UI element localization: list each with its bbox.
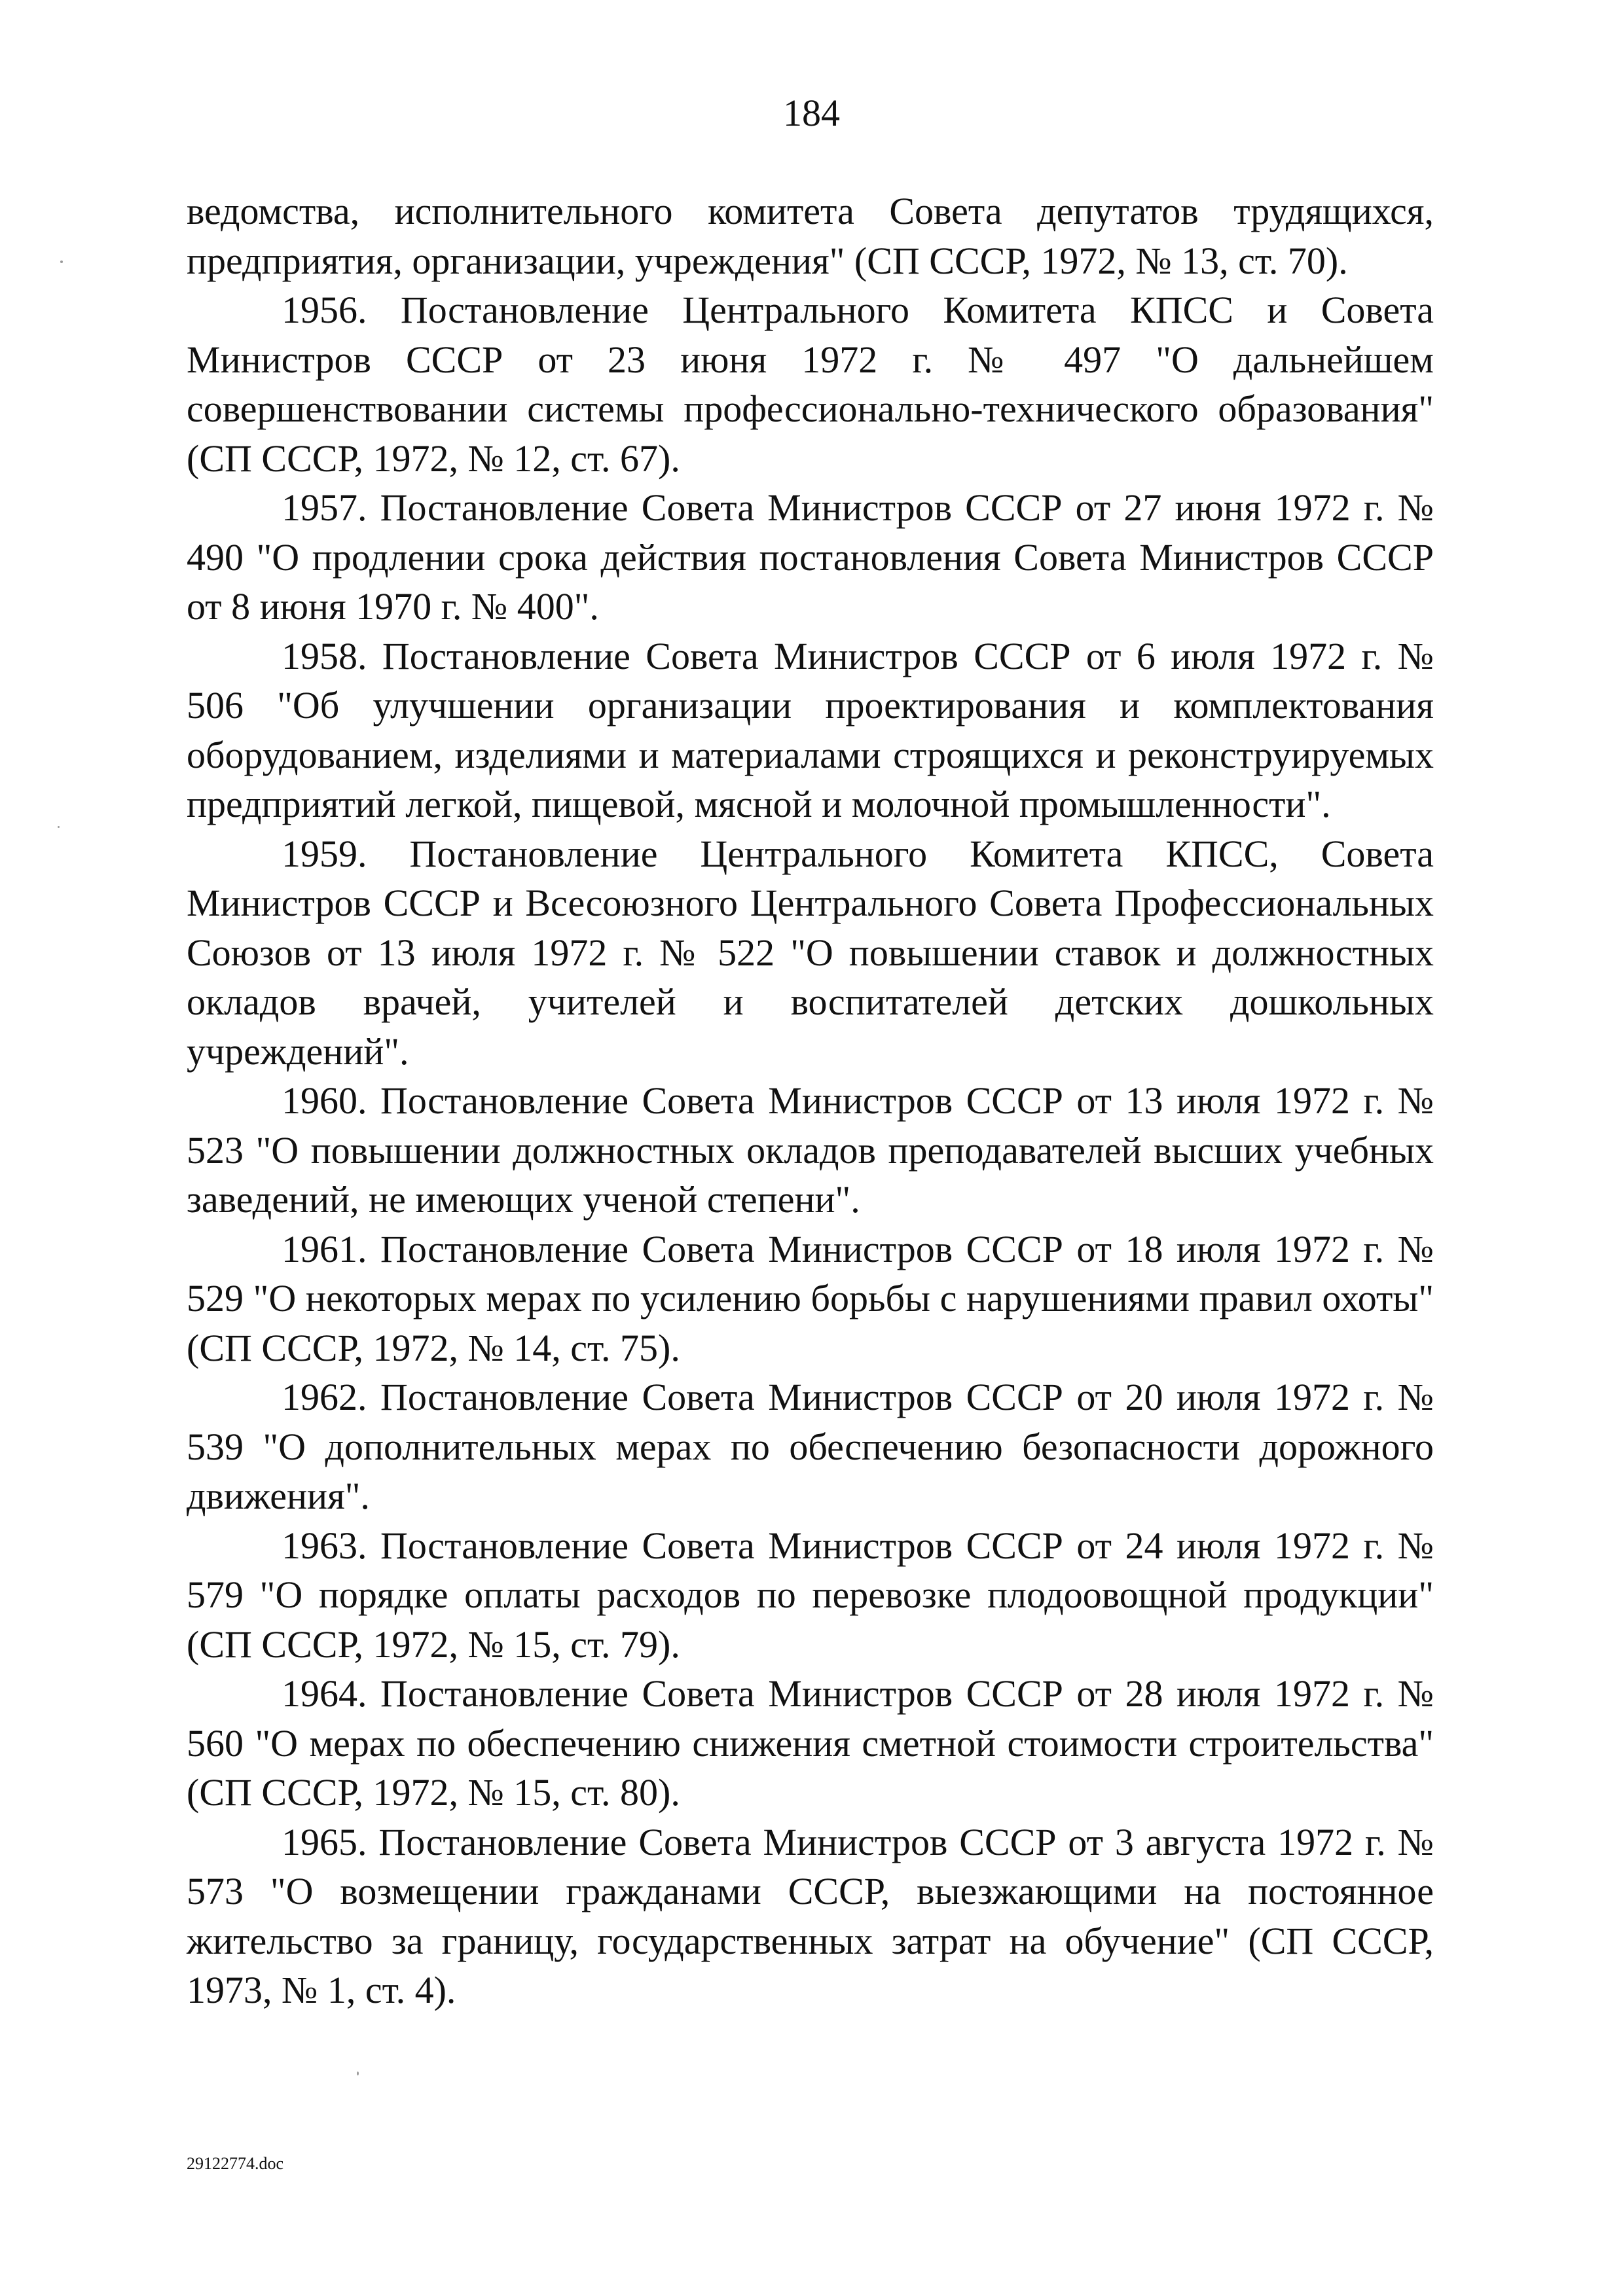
- scan-speck: [58, 826, 60, 828]
- document-body: [187, 187, 1434, 2015]
- scan-speck: [60, 260, 63, 263]
- paragraph-item-1965: 1965. Постановление Совета Министров СССР от 3 августа 1972 г. № 573 "О возмещении гражданами СССР, выезжающими на постоянное жительство за границу, государственных затрат на обучение" (СП СССР, 1973, № 1, ст. 4).: [187, 1820, 1434, 2011]
- paragraph-item-1956: 1956. Постановление Центрального Комитета КПСС и Совета Министров СССР от 23 июня 1972 г. № 497 "О дальнейшем совершенствовании системы профессионально-технического образования" (СП СССР, 1972, № 12, ст. 67).: [187, 289, 1434, 480]
- paragraph-item-1957: 1957. Постановление Совета Министров СССР от 27 июня 1972 г. № 490 "О продлении срока действия постановления Совета Министров СССР от 8 июня 1970 г. № 400".: [187, 486, 1434, 628]
- paragraph-item-1959: 1959. Постановление Центрального Комитета КПСС, Совета Министров СССР и Всесоюзного Центрального Совета Профессиональных Союзов от 13 июля 1972 г. № 522 "О повышении ставок и должностных окладов врачей, учителей и воспитателей детских дошкольных учреждений".: [187, 832, 1434, 1073]
- paragraph-item-1964: 1964. Постановление Совета Министров СССР от 28 июля 1972 г. № 560 "О мерах по обеспечению снижения сметной стоимости строительства" (СП СССР, 1972, № 15, ст. 80).: [187, 1672, 1434, 1814]
- paragraph-item-1962: 1962. Постановление Совета Министров СССР от 20 июля 1972 г. № 539 "О дополнительных мерах по обеспечению безопасности дорожного движения".: [187, 1376, 1434, 1517]
- page-number: 184: [783, 92, 840, 134]
- paragraph-item-1958: 1958. Постановление Совета Министров СССР от 6 июля 1972 г. № 506 "Об улучшении организации проектирования и комплектования оборудованием, изделиями и материалами строящихся и реконструируемых предприятий легкой, пищевой, мясной и молочной промышленности".: [187, 634, 1434, 825]
- scan-speck: [357, 2072, 359, 2075]
- paragraph-item-1960: 1960. Постановление Совета Министров СССР от 13 июля 1972 г. № 523 "О повышении должностных окладов преподавателей высших учебных заведений, не имеющих ученой степени".: [187, 1079, 1434, 1221]
- paragraph-continuation: ведомства, исполнительного комитета Совета депутатов трудящихся, предприятия, организации, учреждения" (СП СССР, 1972, № 13, ст. 70).: [187, 190, 1434, 282]
- paragraph-item-1963: 1963. Постановление Совета Министров СССР от 24 июля 1972 г. № 579 "О порядке оплаты расходов по перевозке плодоовощной продукции" (СП СССР, 1972, № 15, ст. 79).: [187, 1524, 1434, 1666]
- paragraph-item-1961: 1961. Постановление Совета Министров СССР от 18 июля 1972 г. № 529 "О некоторых мерах по усилению борьбы с нарушениями правил охоты" (СП СССР, 1972, № 14, ст. 75).: [187, 1227, 1434, 1369]
- footer-filename: 29122774.doc: [187, 2154, 284, 2173]
